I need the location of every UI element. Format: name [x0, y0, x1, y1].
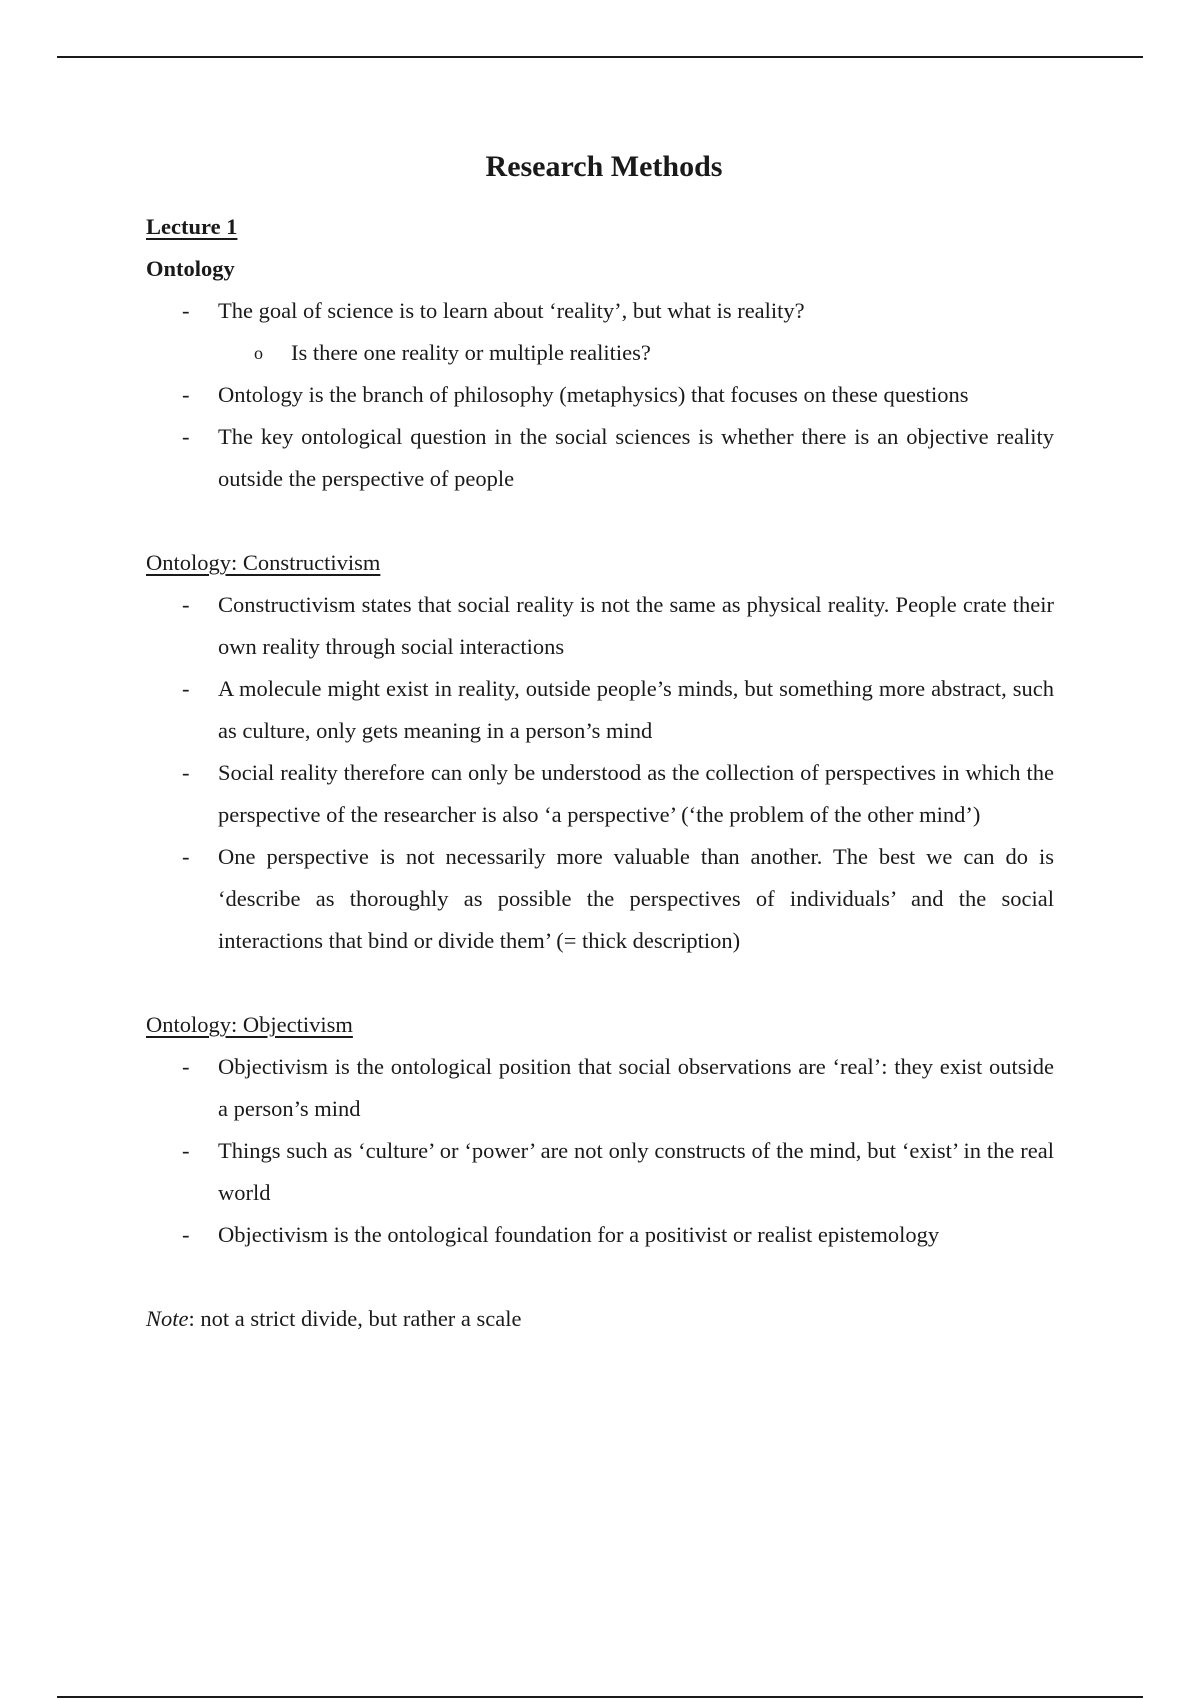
- dash-marker: -: [182, 844, 190, 869]
- note-label: Note: [146, 1306, 189, 1331]
- list-item-text: The key ontological question in the social sciences is whether there is an objective reality outside the perspective of people: [218, 424, 1054, 491]
- circle-marker: o: [254, 343, 263, 363]
- list-item-text: Things such as ‘culture’ or ‘power’ are not only constructs of the mind, but ‘exist’ in the real world: [218, 1138, 1054, 1205]
- sub-list-item: [218, 332, 1054, 374]
- section-heading-objectivism: Ontology: Objectivism: [146, 1012, 353, 1037]
- dash-marker: -: [182, 1054, 190, 1079]
- sub-list-item-text: Is there one reality or multiple realities?: [291, 340, 651, 365]
- document-title: Research Methods: [485, 150, 723, 183]
- section-heading-ontology: Ontology: [146, 256, 235, 281]
- list-item-text: Constructivism states that social reality is not the same as physical reality. People crate their own reality through social interactions: [218, 592, 1054, 659]
- list-item-text: Objectivism is the ontological foundation for a positivist or realist epistemology: [218, 1222, 940, 1247]
- list-item: [146, 374, 1054, 416]
- list-item: [146, 1130, 1054, 1214]
- list-item: [146, 584, 1054, 668]
- list-item-text: Objectivism is the ontological position that social observations are ‘real’: they exist outside a person’s mind: [218, 1054, 1054, 1121]
- list-item: [146, 1214, 1054, 1256]
- list-item-text: Social reality therefore can only be understood as the collection of perspectives in which the perspective of the researcher is also ‘a perspective’ (‘the problem of the other mind’): [218, 760, 1054, 827]
- spacer: [146, 962, 1054, 1004]
- spacer: [146, 1256, 1054, 1298]
- list-item: [146, 752, 1054, 836]
- note-text: : not a strict divide, but rather a scale: [188, 1306, 522, 1331]
- list-item: [146, 836, 1054, 962]
- note-paragraph: [146, 1298, 1054, 1340]
- document-body: [146, 138, 1054, 1340]
- dash-marker: -: [182, 676, 190, 701]
- list-item: [146, 1046, 1054, 1130]
- dash-marker: -: [182, 760, 190, 785]
- bullet-list: [146, 290, 1054, 500]
- sub-bullet-list: [218, 332, 1054, 374]
- bullet-list: [146, 1046, 1054, 1256]
- list-item-text: The goal of science is to learn about ‘reality’, but what is reality?: [218, 298, 805, 323]
- dash-marker: -: [182, 592, 190, 617]
- dash-marker: -: [182, 1138, 190, 1163]
- list-item-text: One perspective is not necessarily more valuable than another. The best we can do is ‘describe as thoroughly as possible the perspectives of individuals’ and the social interactions that bind or divide them’ (= thick description): [218, 844, 1054, 953]
- list-item: [146, 668, 1054, 752]
- dash-marker: -: [182, 424, 190, 449]
- spacer: [146, 500, 1054, 542]
- list-item: [146, 290, 1054, 374]
- list-item: [146, 416, 1054, 500]
- section-heading-constructivism: Ontology: Constructivism: [146, 550, 381, 575]
- dash-marker: -: [182, 382, 190, 407]
- bottom-rule: [57, 1696, 1143, 1698]
- bullet-list: [146, 584, 1054, 962]
- list-item-text: Ontology is the branch of philosophy (metaphysics) that focuses on these questions: [218, 382, 969, 407]
- lecture-label: Lecture 1: [146, 214, 238, 239]
- dash-marker: -: [182, 1222, 190, 1247]
- dash-marker: -: [182, 298, 190, 323]
- top-rule: [57, 56, 1143, 58]
- list-item-text: A molecule might exist in reality, outside people’s minds, but something more abstract, such as culture, only gets meaning in a person’s mind: [218, 676, 1054, 743]
